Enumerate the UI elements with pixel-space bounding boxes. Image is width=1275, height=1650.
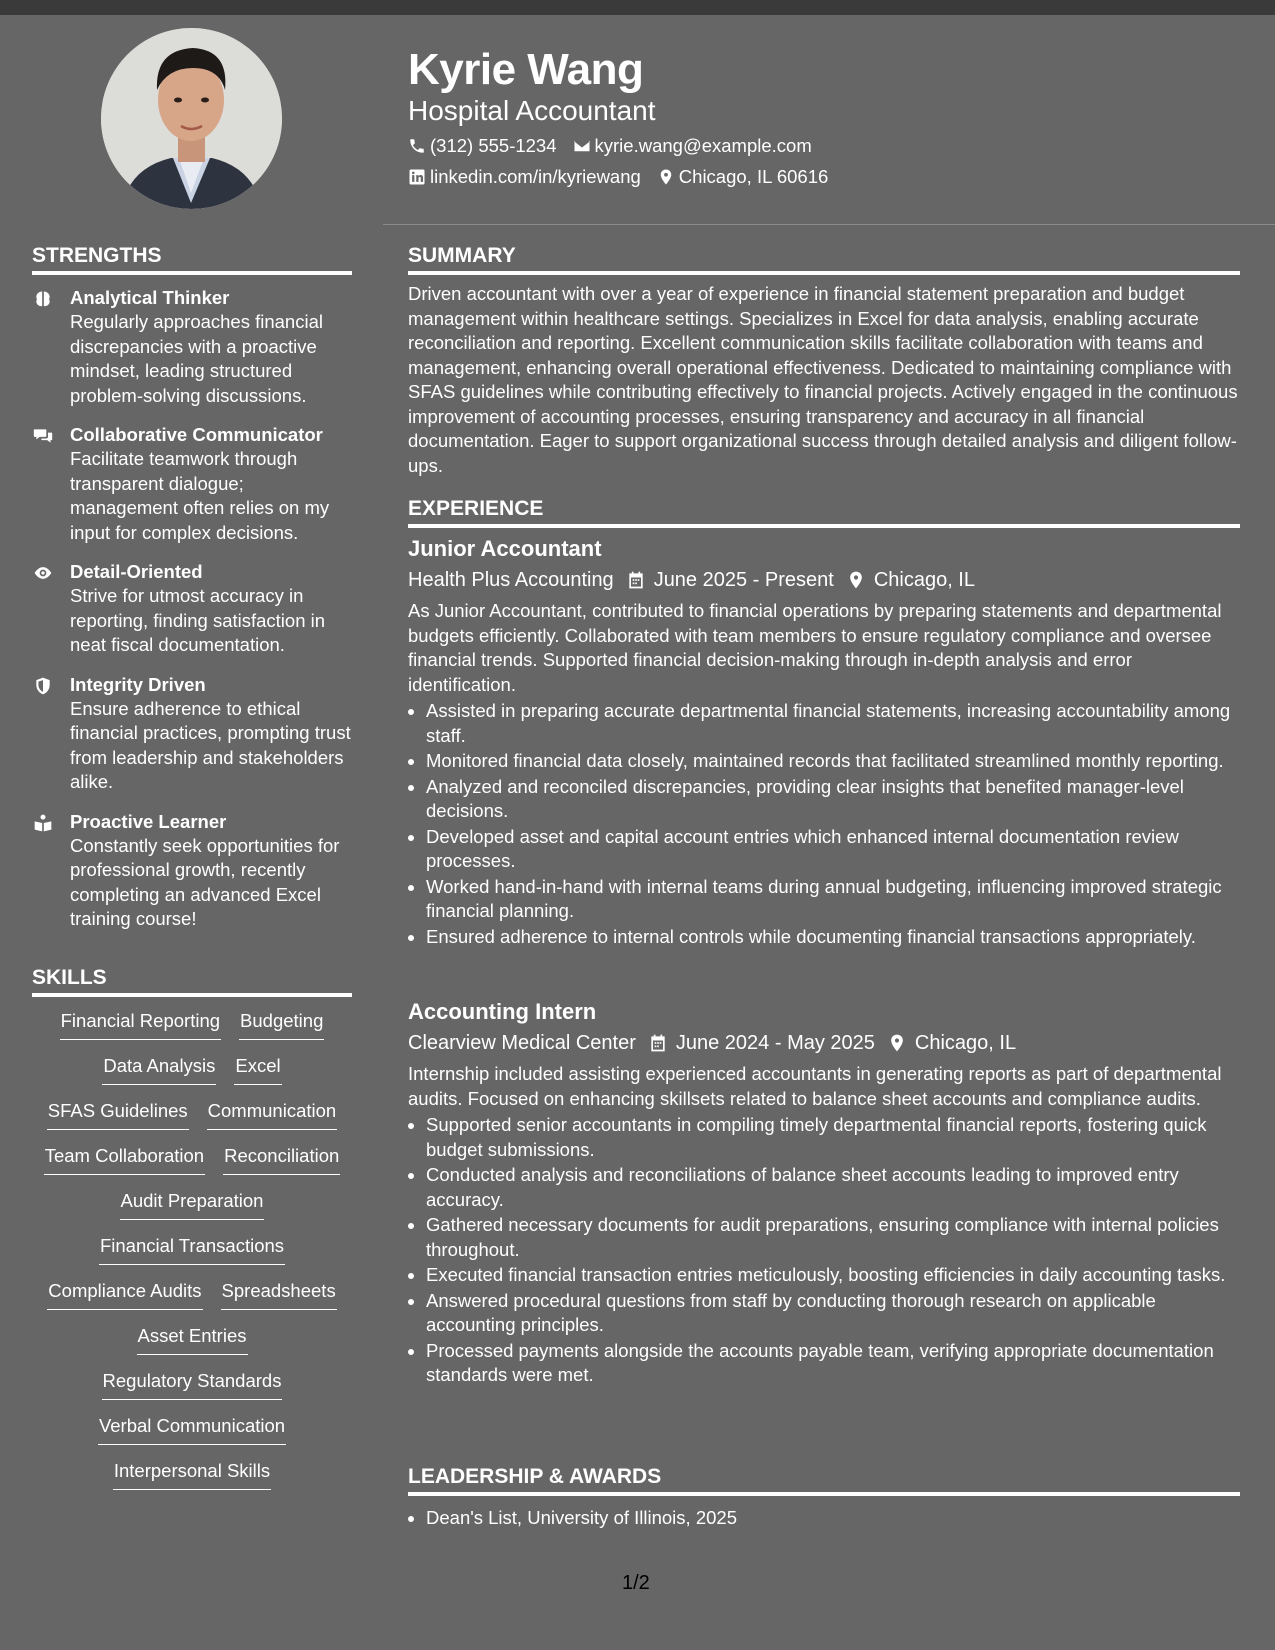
contact-location [657,165,828,189]
job-title: Accounting Intern [408,999,597,1024]
skill-tag: Budgeting [239,1010,324,1040]
list-item: Assisted in preparing accurate departmental financial statements, increasing accountability among staff. [408,699,1240,748]
strength-desc: Constantly seek opportunities for professional growth, recently completing an advanced Excel training course! [70,834,340,929]
list-item: Conducted analysis and reconciliations of balance sheet accounts leading to improved entry accuracy. [408,1163,1240,1212]
strength-item [32,560,352,658]
strength-desc: Regularly approaches financial discrepancies with a proactive mindset, leading structured problem-solving discussions. [70,311,323,406]
contact-email[interactable] [573,134,812,158]
skill-tag: Compliance Audits [47,1280,202,1310]
email-text: kyrie.wang@example.com [594,135,812,156]
experience-heading: EXPERIENCE [408,496,1240,528]
chat-bubbles-icon [32,426,54,446]
list-item: Executed financial transaction entries meticulously, boosting efficiencies in daily accounting tasks. [408,1263,1240,1288]
job-company: Health Plus Accounting [408,569,614,591]
map-pin-icon [657,168,675,186]
candidate-role: Hospital Accountant [408,95,656,126]
job-description: As Junior Accountant, contributed to financial operations by preparing statements and departmental budgets efficiently. Collaborated with team members to ensure regulatory compliance and oversee financial trends. Supported financial decision-making through in-depth analysis and error identification. [408,600,1222,695]
strength-item [32,810,352,932]
list-item: Developed asset and capital account entries which enhanced internal documentation review processes. [408,825,1240,874]
map-pin-icon [846,570,866,590]
job-title: Junior Accountant [408,536,602,561]
skill-tag: Communication [207,1100,338,1130]
top-bar [0,0,1275,15]
job-meta [408,567,1240,593]
skill-tag: SFAS Guidelines [47,1100,189,1130]
job-dates: June 2025 - Present [653,569,834,591]
list-item: Dean's List, University of Illinois, 2025 [408,1506,1240,1531]
job-bullets [408,1113,1240,1388]
list-item: Ensured adherence to internal controls while documenting financial transactions appropriately. [408,925,1240,950]
strengths-list [32,286,352,947]
strength-item [32,286,352,408]
skill-tag: Reconciliation [223,1145,340,1175]
list-item: Analyzed and reconciled discrepancies, providing clear insights that benefited manager-level decisions. [408,775,1240,824]
strengths-heading: STRENGTHS [32,243,352,275]
linkedin-icon [408,168,426,186]
strength-title: Integrity Driven [70,673,206,695]
shield-icon [32,676,54,696]
skills-heading: SKILLS [32,965,352,997]
location-text: Chicago, IL 60616 [678,166,829,187]
contact-row-1 [408,134,828,158]
contact-phone[interactable] [408,134,557,158]
map-pin-icon [887,1033,907,1053]
strength-title: Analytical Thinker [70,287,230,308]
job-description: Internship included assisting experienced accountants in generating reports as part of departmental audits. Focused on enhancing skillsets related to balance sheet accounts and compliance audits. [408,1063,1222,1109]
brain-icon [32,289,54,309]
page-number: 1/2 [622,1572,650,1594]
strength-desc: Facilitate teamwork through transparent dialogue; management often relies on my input for complex decisions. [70,448,330,543]
awards-list [408,1504,1240,1532]
summary-text: Driven accountant with over a year of experience in financial statement preparation and budget management within healthcare settings. Specializes in Excel for data analysis, enabling accurate reconciliation and reporting. Excellent communication skills facilitate collaboration with teams and management, enhancing overall operational effectiveness. Dedicated to maintaining compliance with SFAS guidelines while contributing effectively to financial projects. Actively engaged in the continuous improvement of accounting processes, ensuring transparency and accuracy in all financial documentation. Eager to support organizational success through detailed analysis and diligent follow-ups. [408,283,1238,476]
job-dates: June 2024 - May 2025 [675,1032,875,1054]
skill-tag: Asset Entries [137,1325,248,1355]
skill-tag: Spreadsheets [221,1280,337,1310]
contact-linkedin[interactable] [408,165,641,189]
phone-text: (312) 555-1234 [430,135,557,156]
summary-heading: SUMMARY [408,243,1240,275]
list-item: Worked hand-in-hand with internal teams during annual budgeting, influencing improved strategic financial planning. [408,875,1240,924]
reader-icon [32,813,54,833]
skill-tag: Team Collaboration [44,1145,205,1175]
linkedin-text: linkedin.com/in/kyriewang [430,166,641,187]
strength-item [32,673,352,795]
skill-tag: Financial Reporting [60,1010,221,1040]
strength-title: Proactive Learner [70,810,227,832]
strength-desc: Ensure adherence to ethical financial practices, prompting trust from leadership and stakeholders alike. [70,697,351,792]
skill-tag: Interpersonal Skills [113,1460,271,1490]
skill-tag: Audit Preparation [120,1190,265,1220]
candidate-name: Kyrie Wang [408,45,644,94]
list-item: Supported senior accountants in compiling timely departmental financial reports, fostering quick budget submissions. [408,1113,1240,1162]
skill-tag: Data Analysis [102,1055,216,1085]
calendar-icon [648,1033,668,1053]
job-junior-accountant [408,535,1240,950]
skills-list [32,1010,352,1505]
skill-tag: Verbal Communication [98,1415,286,1445]
header-divider [383,224,1275,225]
job-bullets [408,699,1240,949]
job-location: Chicago, IL [914,1032,1017,1054]
eye-icon [32,563,54,583]
strength-item [32,423,352,545]
list-item: Processed payments alongside the accounts payable team, verifying appropriate documentation standards were met. [408,1339,1240,1388]
job-location: Chicago, IL [873,569,975,591]
contact-row-2 [408,165,844,189]
strength-title: Collaborative Communicator [70,424,323,445]
skill-tag: Financial Transactions [99,1235,285,1265]
list-item: Answered procedural questions from staff by conducting thorough research on applicable accounting principles. [408,1289,1240,1338]
phone-icon [408,137,426,155]
strength-desc: Strive for utmost accuracy in reporting, finding satisfaction in neat fiscal documentation. [70,585,326,655]
calendar-icon [626,570,646,590]
profile-photo [101,28,282,209]
job-accounting-intern [408,998,1240,1389]
strength-title: Detail-Oriented [70,561,203,582]
list-item: Gathered necessary documents for audit preparations, ensuring compliance with internal policies throughout. [408,1213,1240,1262]
skill-tag: Regulatory Standards [102,1370,283,1400]
skill-tag: Excel [234,1055,281,1085]
envelope-icon [573,137,591,155]
list-item: Monitored financial data closely, maintained records that facilitated streamlined monthly reporting. [408,749,1240,774]
job-meta [408,1030,1240,1056]
awards-heading: LEADERSHIP & AWARDS [408,1464,1240,1496]
job-company: Clearview Medical Center [408,1032,636,1054]
